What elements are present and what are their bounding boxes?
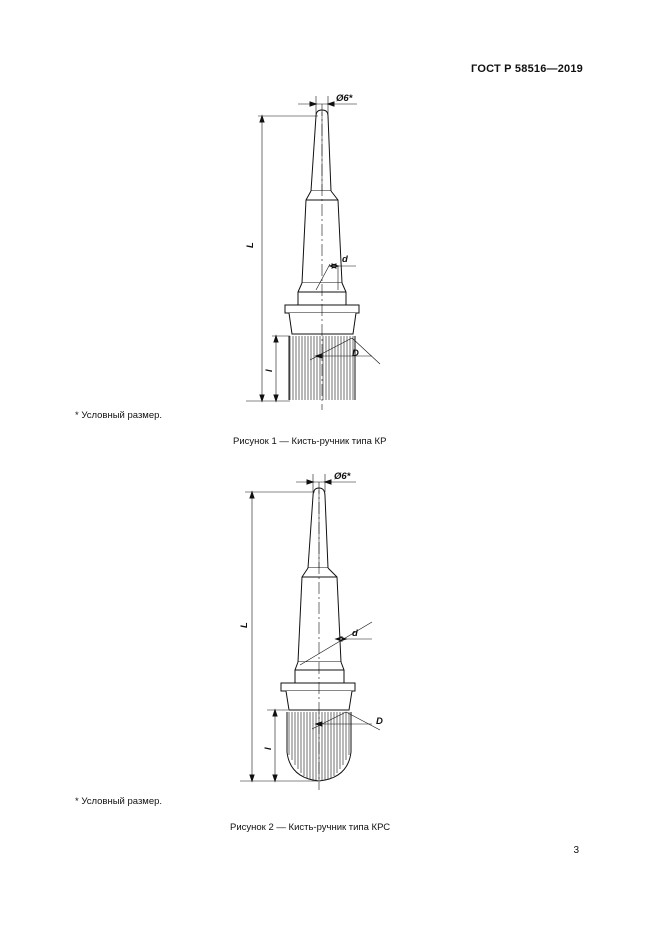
document-header: ГОСТ Р 58516—2019	[471, 63, 583, 75]
figure-1-dim-D: D	[352, 348, 359, 359]
figure-1-dim-tip: Ø6*	[336, 93, 353, 104]
figure-2-note: * Условный размер.	[75, 796, 163, 807]
figure-2-dim-L: L	[239, 622, 250, 628]
figure-2-dim-tip: Ø6*	[334, 471, 351, 482]
figure-1-dim-d: d	[342, 254, 348, 265]
figure-1-note: * Условный размер.	[75, 410, 163, 421]
page-number: 3	[573, 845, 579, 856]
figure-1-caption: Рисунок 1 — Кисть-ручник типа КР	[233, 436, 387, 447]
figure-1-dim-l: l	[264, 369, 275, 372]
figure-2-dim-D: D	[376, 716, 383, 727]
figure-1-dim-L: L	[245, 242, 256, 248]
figure-2-caption: Рисунок 2 — Кисть-ручник типа КРС	[230, 822, 391, 833]
figure-2-dim-d: d	[352, 628, 358, 639]
figure-2-dim-l: l	[263, 747, 274, 750]
